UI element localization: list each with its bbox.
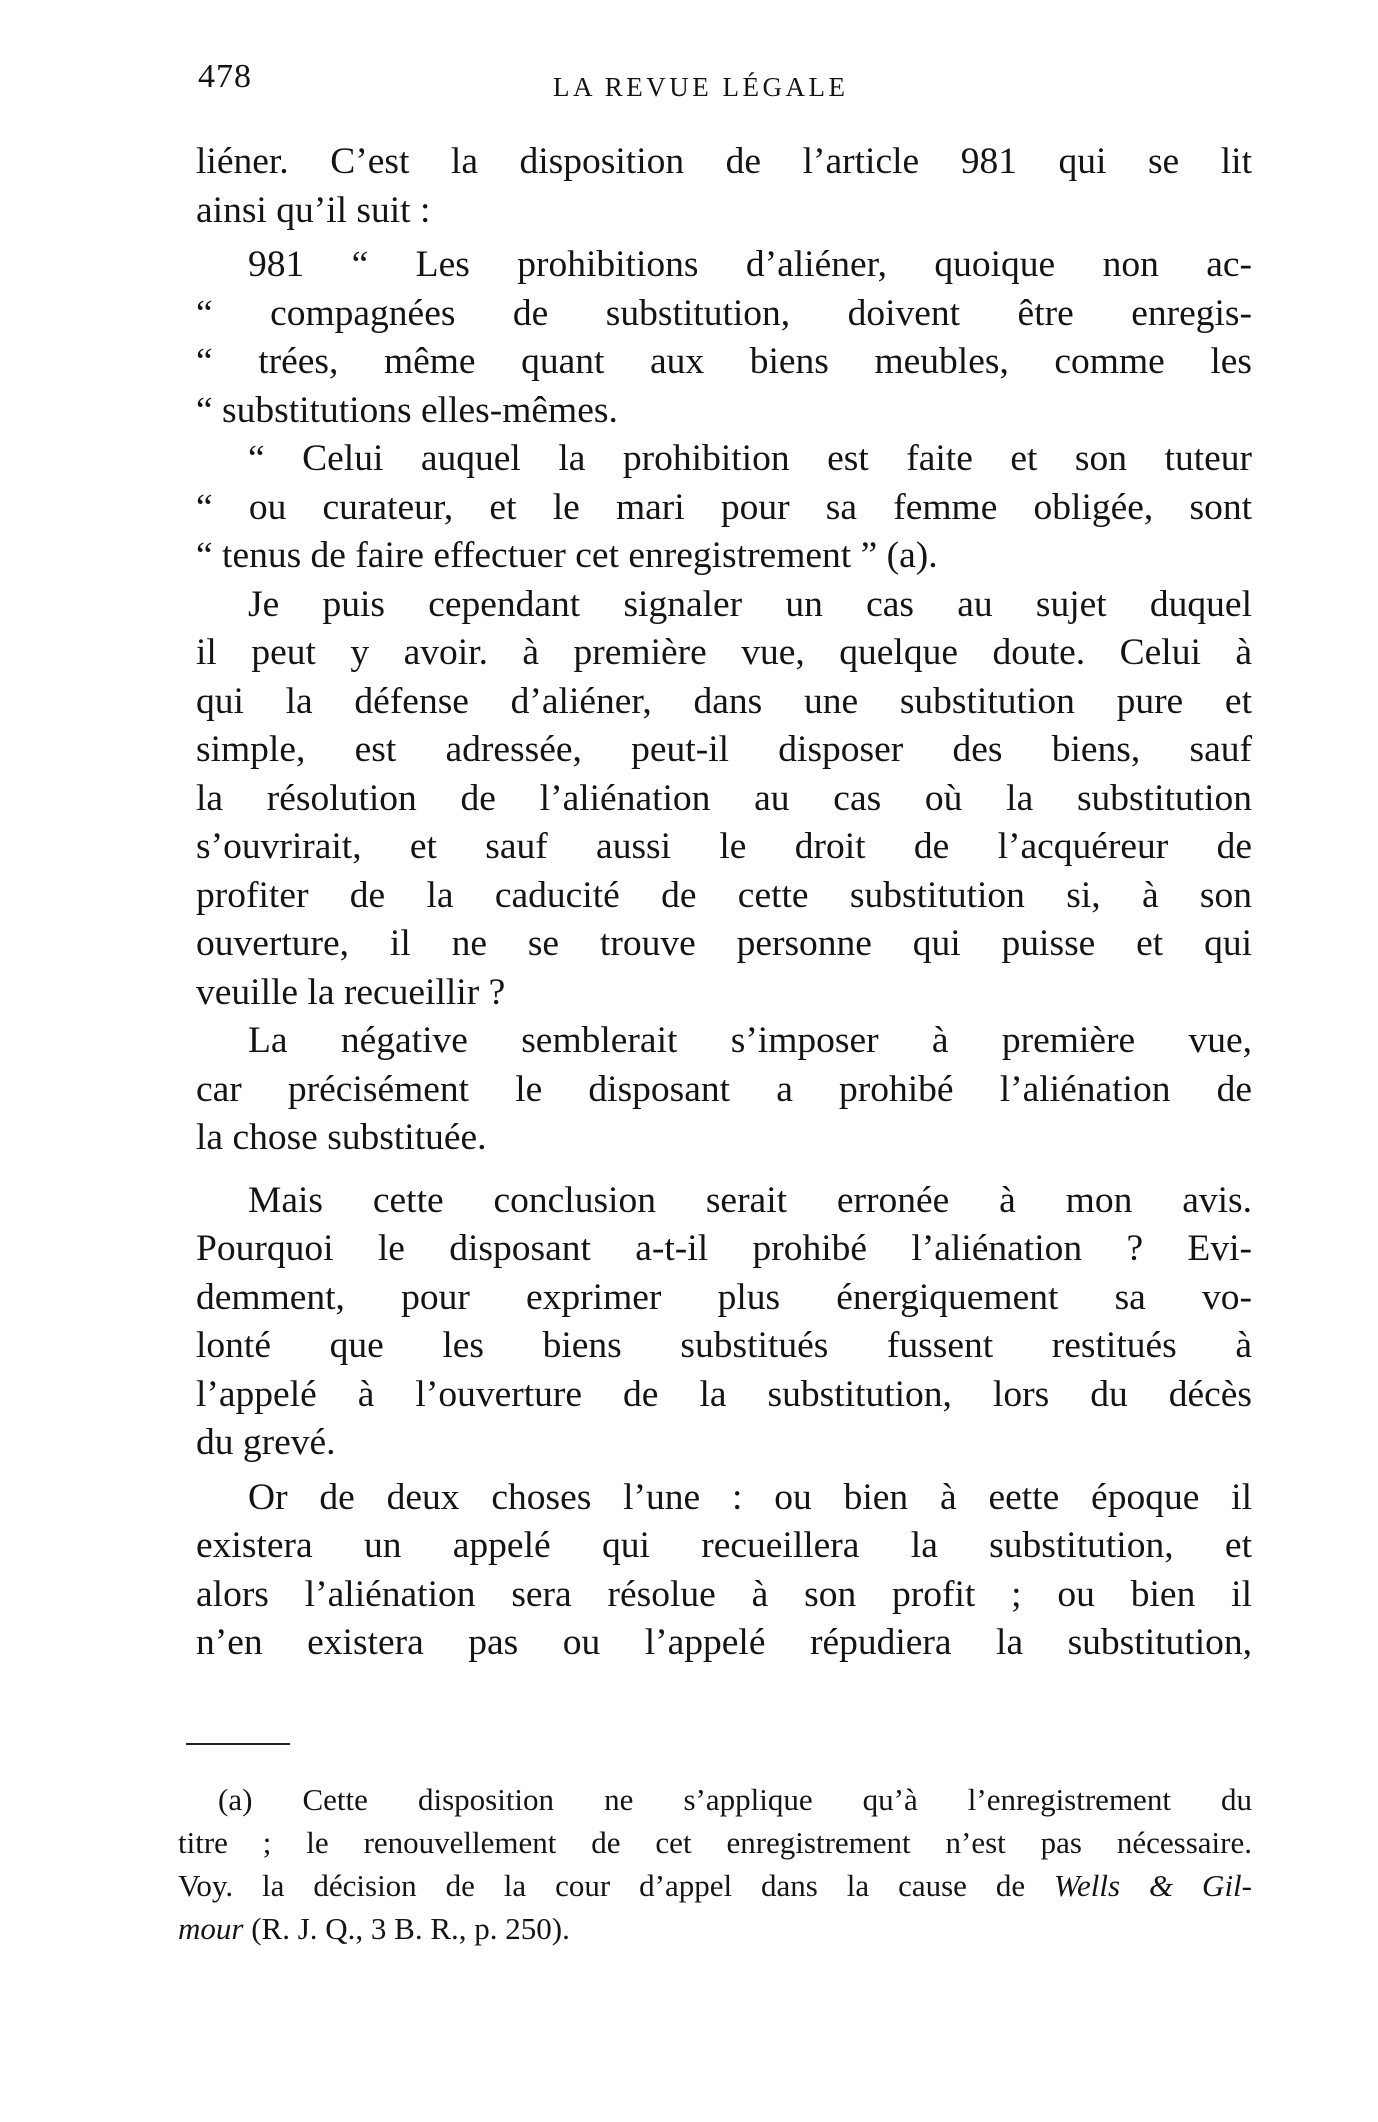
text-line: alors l’aliénation sera résolue à son profit ; ou bien il	[196, 1573, 1252, 1615]
footnote-line: (a) Cette disposition ne s’applique qu’à l’enregistrement du	[218, 1782, 1252, 1817]
text-line: la chose substituée.	[196, 1117, 487, 1158]
footnote-line: mour (R. J. Q., 3 B. R., p. 250).	[178, 1911, 570, 1946]
text-line: demment, pour exprimer plus énergiquement sa vo-	[196, 1276, 1252, 1318]
quote-line: “ tenus de faire effectuer cet enregistrement ” (a).	[196, 535, 938, 576]
text-line: ouverture, il ne se trouve personne qui puisse et qui	[196, 923, 1252, 964]
text-line: l’appelé à l’ouverture de la substitution, lors du décès	[196, 1373, 1252, 1415]
quote-line: 981 “ Les prohibitions d’aliéner, quoique non ac-	[248, 244, 1252, 285]
text-line: La négative semblerait s’imposer à première vue,	[248, 1020, 1252, 1061]
text-line: ainsi qu’il suit :	[196, 189, 431, 231]
text-line: s’ouvrirait, et sauf aussi le droit de l’acquéreur de	[196, 826, 1252, 867]
footnote-divider	[186, 1743, 290, 1745]
text-line: Je puis cependant signaler un cas au sujet duquel	[248, 583, 1252, 625]
text-line: qui la défense d’aliéner, dans une substitution pure et	[196, 680, 1252, 722]
text-line: simple, est adressée, peut-il disposer des biens, sauf	[196, 729, 1252, 770]
text-line: Pourquoi le disposant a-t-il prohibé l’aliénation ? Evi-	[196, 1228, 1252, 1269]
body-text	[196, 138, 1252, 1668]
text-line: du grevé.	[196, 1422, 336, 1463]
text-line: liéner. C’est la disposition de l’article 981 qui se lit	[196, 141, 1252, 182]
text-line: la résolution de l’aliénation au cas où la substitution	[196, 777, 1252, 819]
text-line: veuille la recueillir ?	[196, 971, 506, 1013]
quote-line: “ Celui auquel la prohibition est faite et son tuteur	[248, 438, 1252, 479]
footnote-line: Voy. la décision de la cour d’appel dans la cause de Wells & Gil-	[178, 1868, 1252, 1903]
text-line: Mais cette conclusion serait erronée à mon avis.	[248, 1179, 1252, 1221]
case-name-italic: Wells & Gil-	[1054, 1868, 1252, 1903]
quote-line: “ trées, même quant aux biens meubles, comme les	[196, 341, 1252, 382]
text-line: il peut y avoir. à première vue, quelque doute. Celui à	[196, 632, 1252, 673]
running-head: LA REVUE LÉGALE	[553, 72, 849, 102]
footnote	[178, 1778, 1252, 1950]
quote-line: “ ou curateur, et le mari pour sa femme obligée, sont	[196, 486, 1252, 528]
case-name-italic: mour	[178, 1911, 244, 1946]
text-line: lonté que les biens substitués fussent restitués à	[196, 1325, 1252, 1366]
footnote-line: titre ; le renouvellement de cet enregistrement n’est pas nécessaire.	[178, 1825, 1252, 1860]
quote-line: “ substitutions elles-mêmes.	[196, 389, 618, 431]
text-line: Or de deux choses l’une : ou bien à eette époque il	[248, 1476, 1252, 1518]
text-line: car précisément le disposant a prohibé l’aliénation de	[196, 1068, 1252, 1110]
page-number: 478	[198, 58, 252, 95]
quote-line: “ compagnées de substitution, doivent être enregis-	[196, 292, 1252, 334]
page-header	[198, 58, 1258, 108]
text-line: profiter de la caducité de cette substitution si, à son	[196, 874, 1252, 916]
text-line: existera un appelé qui recueillera la substitution, et	[196, 1525, 1252, 1566]
text-line: n’en existera pas ou l’appelé répudiera la substitution,	[196, 1622, 1252, 1663]
